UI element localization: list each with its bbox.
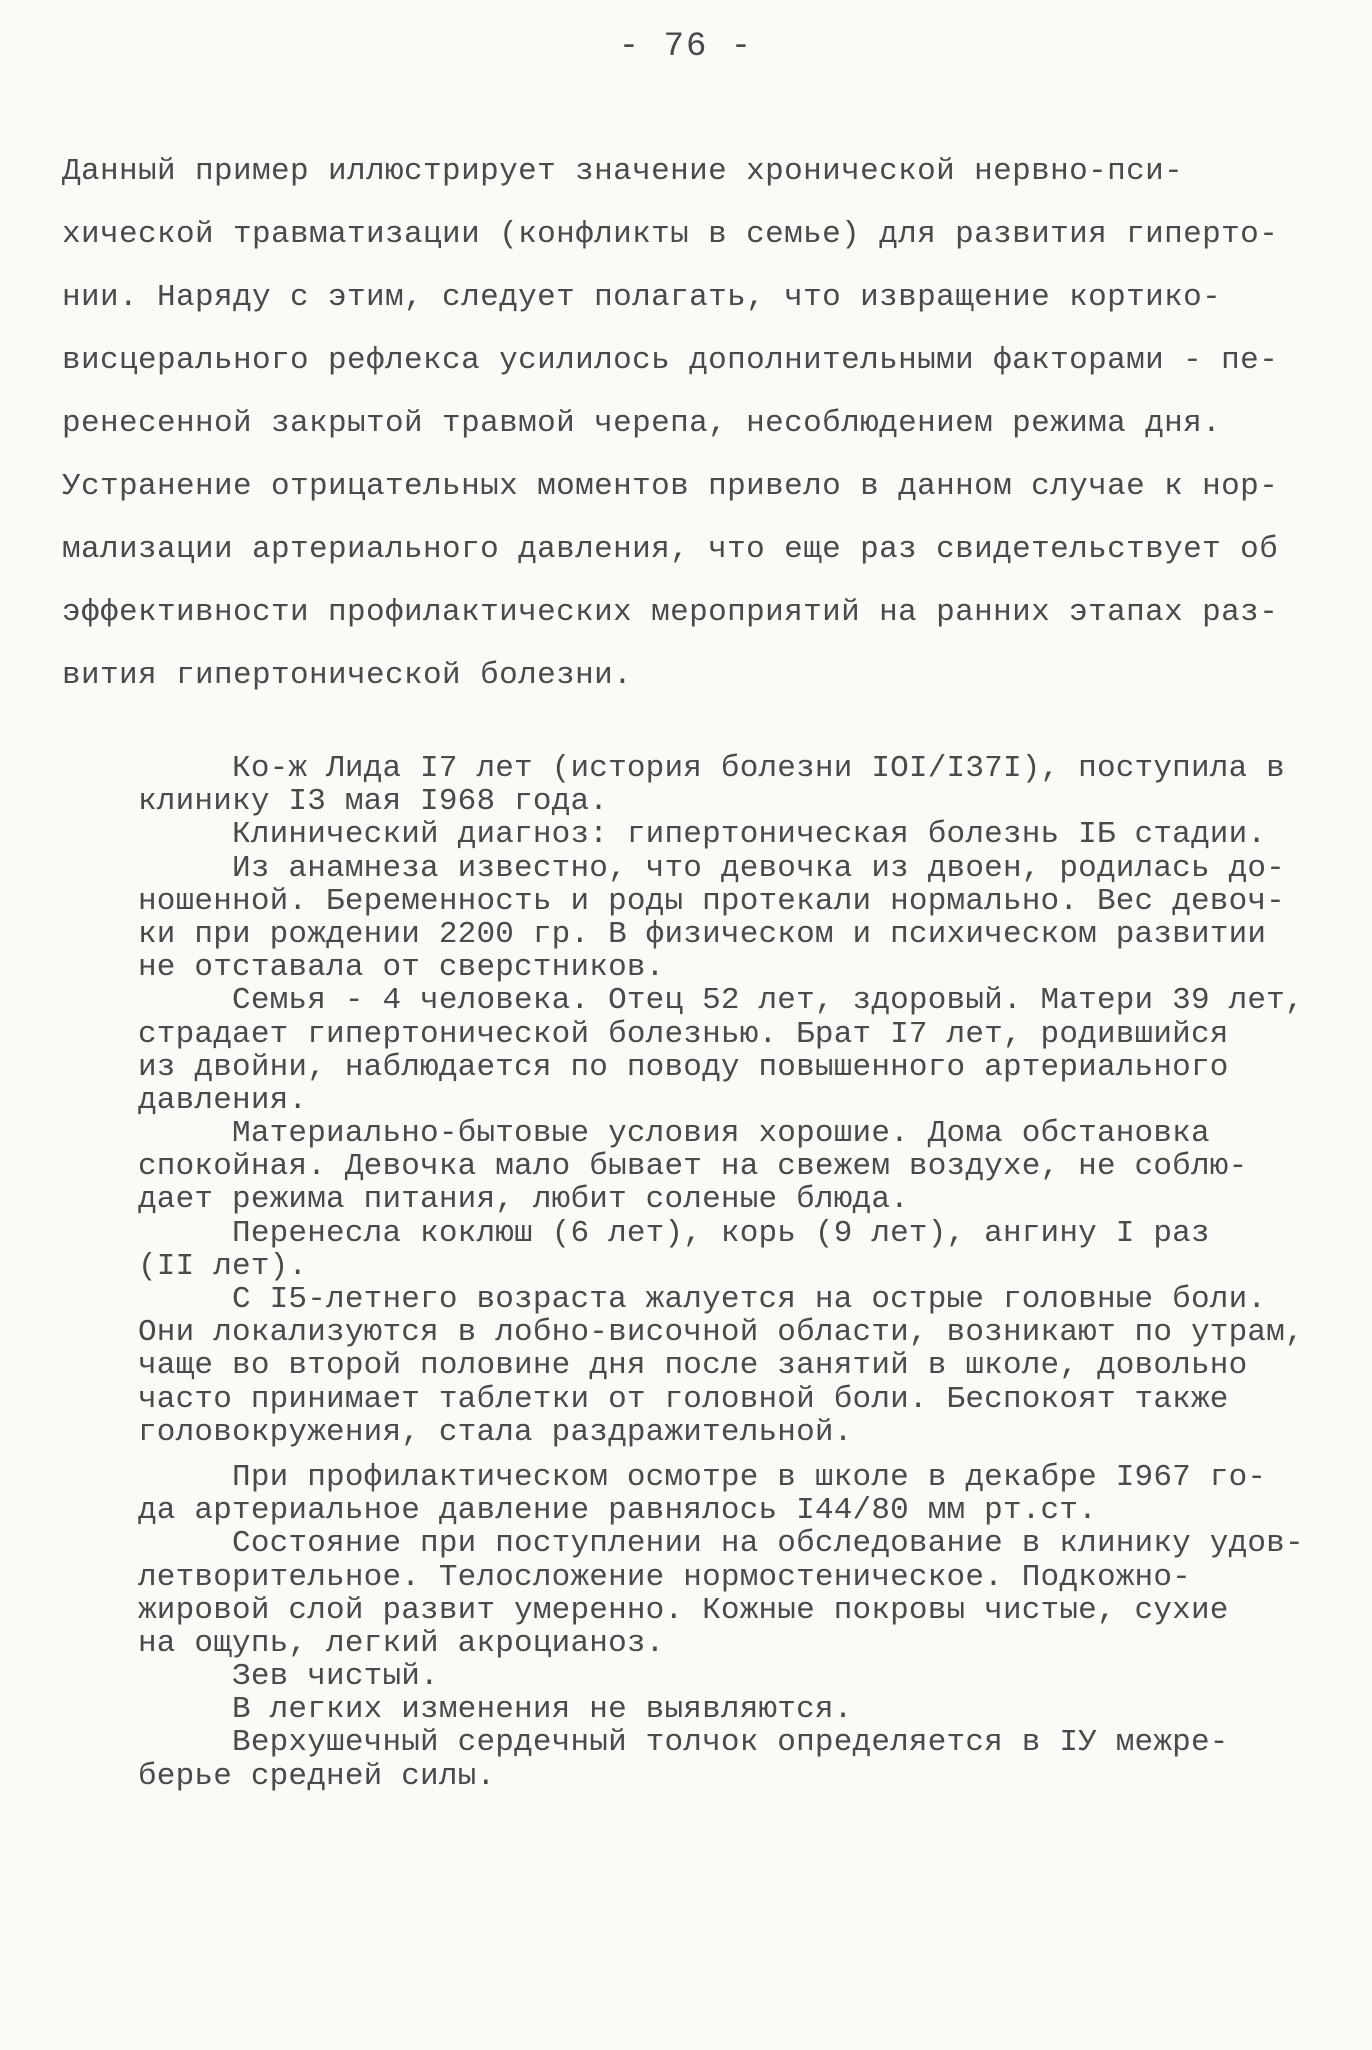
- text-line: хической травматизации (конфликты в семье) для развития гиперто-: [62, 217, 1279, 252]
- record-line: из двойни, наблюдается по поводу повышенного артериального: [138, 1049, 1229, 1085]
- record-line: на ощупь, легкий акроцианоз.: [138, 1625, 665, 1661]
- record-line: В легких изменения не выявляются.: [138, 1692, 853, 1728]
- record-line: дает режима питания, любит соленые блюда.: [138, 1182, 909, 1218]
- record-line: страдает гипертонической болезнью. Брат I7 лет, родившийся: [138, 1016, 1229, 1052]
- record-line: клинику I3 мая I968 года.: [138, 784, 609, 820]
- record-line: ки при рождении 2200 гр. В физическом и психическом развитии: [138, 916, 1267, 952]
- text-line: Данный пример иллюстрирует значение хронической нервно-пси-: [62, 154, 1184, 189]
- record-line: Они локализуются в лобно-височной области, возникают по утрам,: [138, 1315, 1304, 1351]
- case-record: [138, 752, 1318, 1793]
- record-line: Состояние при поступлении на обследование в клинику удов-: [138, 1526, 1304, 1562]
- record-line: С I5-летнего возраста жалуется на острые головные боли.: [138, 1282, 1267, 1317]
- text-line: нии. Наряду с этим, следует полагать, что извращение кортико-: [62, 280, 1222, 315]
- paragraph-summary: [62, 140, 1302, 707]
- record-line: не отставала от сверстников.: [138, 950, 665, 986]
- text-line: эффективности профилактических мероприятий на ранних этапах раз-: [62, 595, 1279, 630]
- record-line: Зев чистый.: [138, 1659, 439, 1695]
- record-line: Из анамнеза известно, что девочка из двоен, родилась до-: [138, 850, 1285, 886]
- record-line: летворительное. Телосложение нормостеническое. Подкожно-: [138, 1559, 1191, 1595]
- text-line: Устранение отрицательных моментов привело в данном случае к нор-: [62, 469, 1279, 504]
- record-line: да артериальное давление равнялось I44/80 мм рт.ст.: [138, 1493, 1097, 1529]
- text-line: мализации артериального давления, что еще раз свидетельствует об: [62, 532, 1279, 567]
- record-line: часто принимает таблетки от головной боли. Беспокоят также: [138, 1381, 1229, 1417]
- record-line: (II лет).: [138, 1248, 308, 1284]
- record-line: ношенной. Беременность и роды протекали нормально. Вес девоч-: [138, 883, 1285, 919]
- record-line: Ко-ж Лида I7 лет (история болезни IOI/I37I), поступила в: [138, 751, 1285, 786]
- record-line: давления.: [138, 1082, 308, 1118]
- record-line: спокойная. Девочка мало бывает на свежем воздухе, не соблю-: [138, 1149, 1248, 1185]
- record-line: Семья - 4 человека. Отец 52 лет, здоровый. Матери 39 лет,: [138, 983, 1304, 1019]
- record-line: чаще во второй половине дня после занятий в школе, довольно: [138, 1348, 1248, 1384]
- record-line: Перенесла коклюш (6 лет), корь (9 лет), ангину I раз: [138, 1215, 1210, 1251]
- text-line: вития гипертонической болезни.: [62, 658, 633, 693]
- record-line: жировой слой развит умеренно. Кожные покровы чистые, сухие: [138, 1592, 1229, 1628]
- record-line: берье средней силы.: [138, 1758, 496, 1794]
- record-line: При профилактическом осмотре в школе в декабре I967 го-: [138, 1459, 1267, 1495]
- text-line: висцерального рефлекса усилилось дополнительными факторами - пе-: [62, 343, 1279, 378]
- page-number: - 76 -: [618, 28, 754, 66]
- record-line: Материально-бытовые условия хорошие. Дома обстановка: [138, 1116, 1210, 1152]
- text-line: ренесенной закрытой травмой черепа, несоблюдением режима дня.: [62, 406, 1222, 441]
- record-line: Верхушечный сердечный толчок определяется в IУ межре-: [138, 1725, 1229, 1761]
- record-line: головокружения, стала раздражительной.: [138, 1414, 853, 1450]
- record-line: Клинический диагноз: гипертоническая болезнь IБ стадии.: [138, 817, 1267, 853]
